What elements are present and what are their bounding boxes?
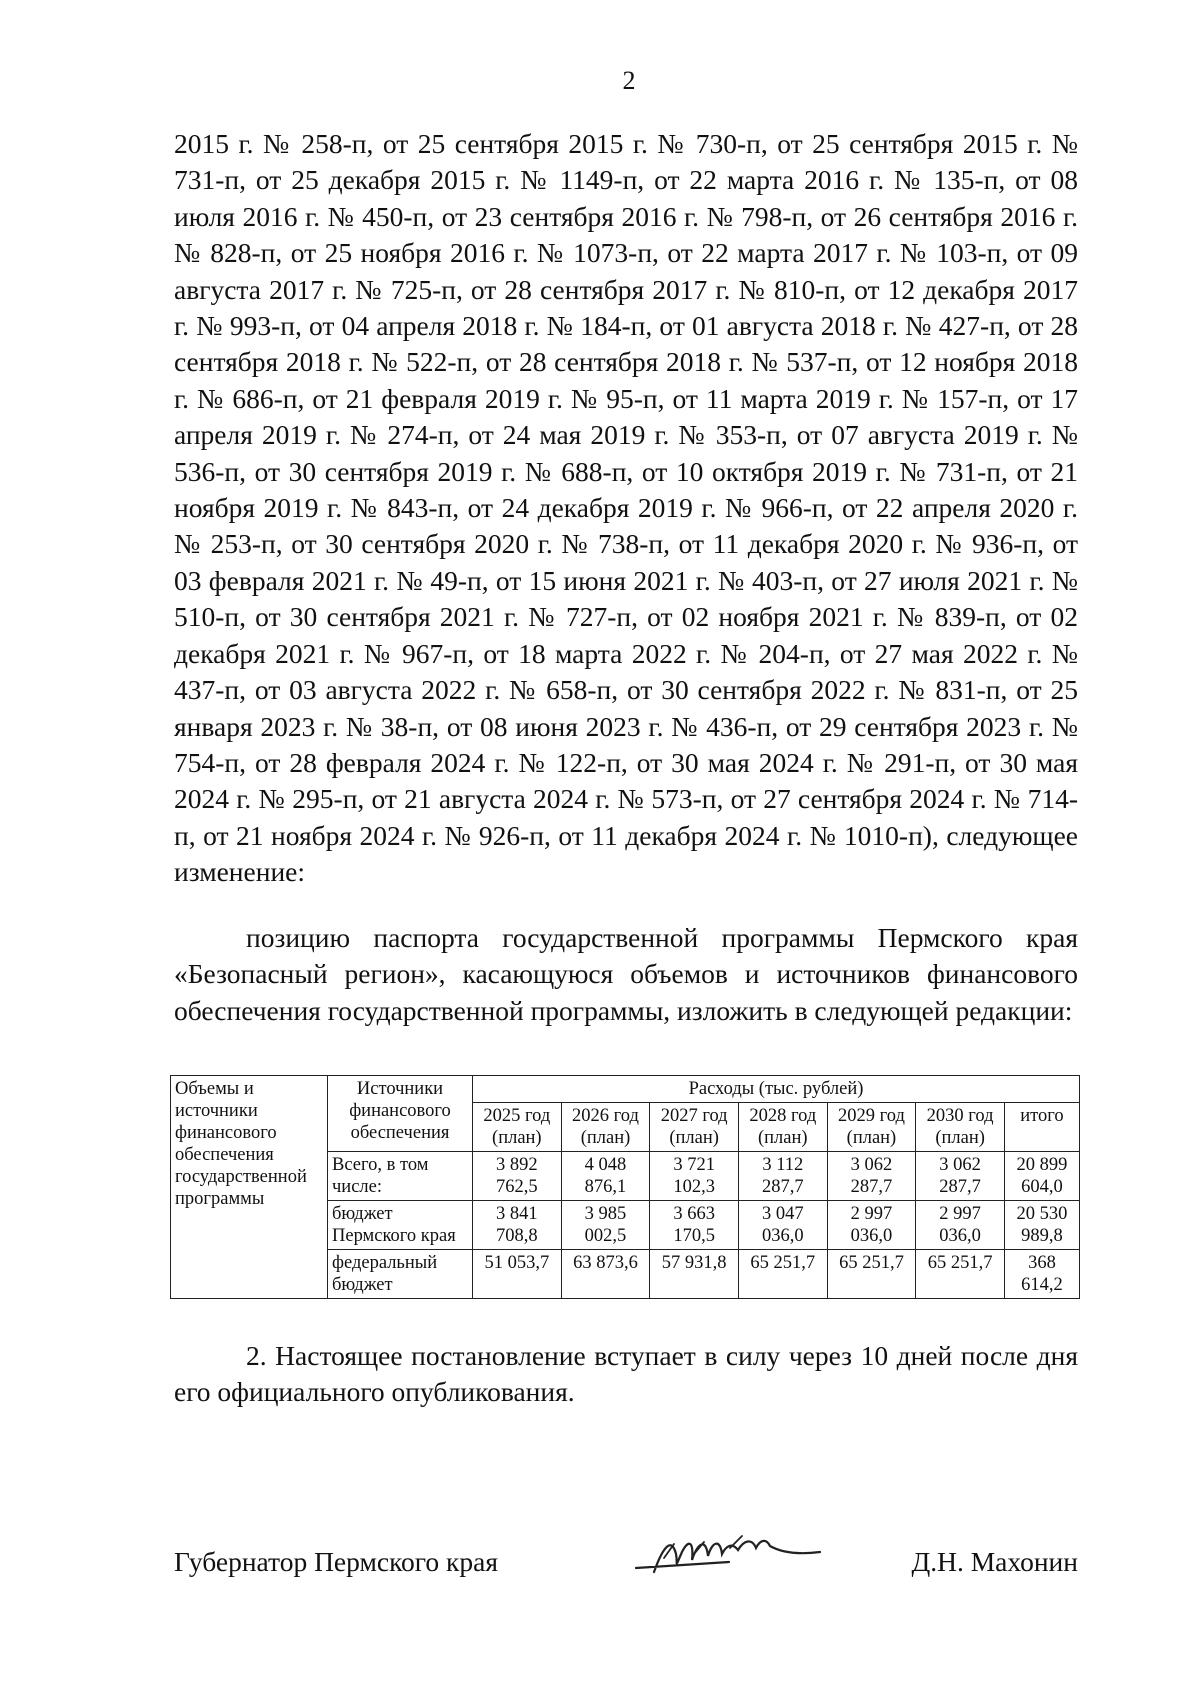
year-header-cell: 2026 год (план) [561,1103,650,1152]
value-cell: 3 663 170,5 [650,1201,739,1250]
year-header-cell: 2027 год (план) [650,1103,739,1152]
value-cell: 51 053,7 [473,1250,562,1299]
value-cell: 3 721 102,3 [650,1152,739,1201]
value-cell: 3 892 762,5 [473,1152,562,1201]
total-cell: 368 614,2 [1004,1250,1079,1299]
signatory-title: Губернатор Пермского края [174,1546,498,1577]
signature-block [174,1546,1078,1586]
value-cell: 3 985 002,5 [561,1201,650,1250]
year-header-cell: 2029 год (план) [827,1103,916,1152]
value-cell: 57 931,8 [650,1250,739,1299]
value-cell: 2 997 036,0 [916,1201,1005,1250]
value-cell: 65 251,7 [738,1250,827,1299]
source-cell: федеральный бюджет [328,1250,473,1299]
value-cell: 3 112 287,7 [738,1152,827,1201]
financing-table [170,1075,1080,1299]
amendments-list-paragraph: 2015 г. № 258-п, от 25 сентября 2015 г. № 730-п, от 25 сентября 2015 г. № 731-п, от 25 декабря 2015 г. № 1149-п, от 22 марта 2016 г. № 135-п, от 08 июля 2016 г. № 450-п, от 23 сентября 2016 г. № 798-п, от 26 сентября 2016 г. № 828-п, от 25 ноября 2016 г. № 1073-п, от 22 марта 2017 г. № 103-п, от 09 августа 2017 г. № 725-п, от 28 сентября 2017 г. № 810-п, от 12 декабря 2017 г. № 993-п, от 04 апреля 2018 г. № 184-п, от 01 августа 2018 г. № 427-п, от 28 сентября 2018 г. № 522-п, от 28 сентября 2018 г. № 537-п, от 12 ноября 2018 г. № 686-п, от 21 февраля 2019 г. № 95-п, от 11 марта 2019 г. № 157-п, от 17 апреля 2019 г. № 274-п, от 24 мая 2019 г. № 353-п, от 07 августа 2019 г. № 536-п, от 30 сентября 2019 г. № 688-п, от 10 октября 2019 г. № 731-п, от 21 ноября 2019 г. № 843-п, от 24 декабря 2019 г. № 966-п, от 22 апреля 2020 г. № 253-п, от 30 сентября 2020 г. № 738-п, от 11 декабря 2020 г. № 936-п, от 03 февраля 2021 г. № 49-п, от 15 июня 2021 г. № 403-п, от 27 июля 2021 г. № 510-п, от 30 сентября 2021 г. № 727-п, от 02 ноября 2021 г. № 839-п, от 02 декабря 2021 г. № 967-п, от 18 марта 2022 г. № 204-п, от 27 мая 2022 г. № 437-п, от 03 августа 2022 г. № 658-п, от 30 сентября 2022 г. № 831-п, от 25 января 2023 г. № 38-п, от 08 июня 2023 г. № 436-п, от 29 сентября 2023 г. № 754-п, от 28 февраля 2024 г. № 122-п, от 30 мая 2024 г. № 291-п, от 30 мая 2024 г. № 295-п, от 21 августа 2024 г. № 573-п, от 27 сентября 2024 г. № 714-п, от 21 ноября 2024 г. № 926-п, от 11 декабря 2024 г. № 1010-п), следующее изменение: [174,128,1078,888]
value-cell: 4 048 876,1 [561,1152,650,1201]
value-cell: 2 997 036,0 [827,1201,916,1250]
year-header-cell: 2030 год (план) [916,1103,1005,1152]
expenses-header-cell: Расходы (тыс. рублей) [473,1076,1080,1103]
amend-paragraph [174,920,1078,1029]
value-cell: 3 062 287,7 [827,1152,916,1201]
body-text [174,126,1078,891]
value-cell: 65 251,7 [827,1250,916,1299]
paragraph-2 [174,1338,1078,1411]
row-header-cell: Объемы и источники финансового обеспечения государственной программы [171,1076,328,1299]
value-cell: 3 062 287,7 [916,1152,1005,1201]
source-cell: Всего, в том числе: [328,1152,473,1201]
signatory-name: Д.Н. Махонин [911,1546,1078,1577]
value-cell: 3 047 036,0 [738,1201,827,1250]
value-cell: 3 841 708,8 [473,1201,562,1250]
amend-paragraph-text: позицию паспорта государственной программы Пермского края «Безопасный регион», касающуюся объемов и источников финансового обеспечения государственной программы, изложить в следующей редакции: [174,922,1078,1026]
handwritten-signature [634,1524,824,1584]
page-number: 2 [622,66,636,95]
year-header-cell: 2028 год (план) [738,1103,827,1152]
value-cell: 65 251,7 [916,1250,1005,1299]
total-cell: 20 530 989,8 [1004,1201,1079,1250]
value-cell: 63 873,6 [561,1250,650,1299]
paragraph-2-text: 2. Настоящее постановление вступает в силу через 10 дней после дня его официального опубликования. [174,1340,1078,1408]
total-cell: 20 899 604,0 [1004,1152,1079,1201]
total-header-cell: итого [1004,1103,1079,1152]
source-cell: бюджет Пермского края [328,1201,473,1250]
sources-header-cell: Источники финансового обеспечения [328,1076,473,1152]
year-header-cell: 2025 год (план) [473,1103,562,1152]
